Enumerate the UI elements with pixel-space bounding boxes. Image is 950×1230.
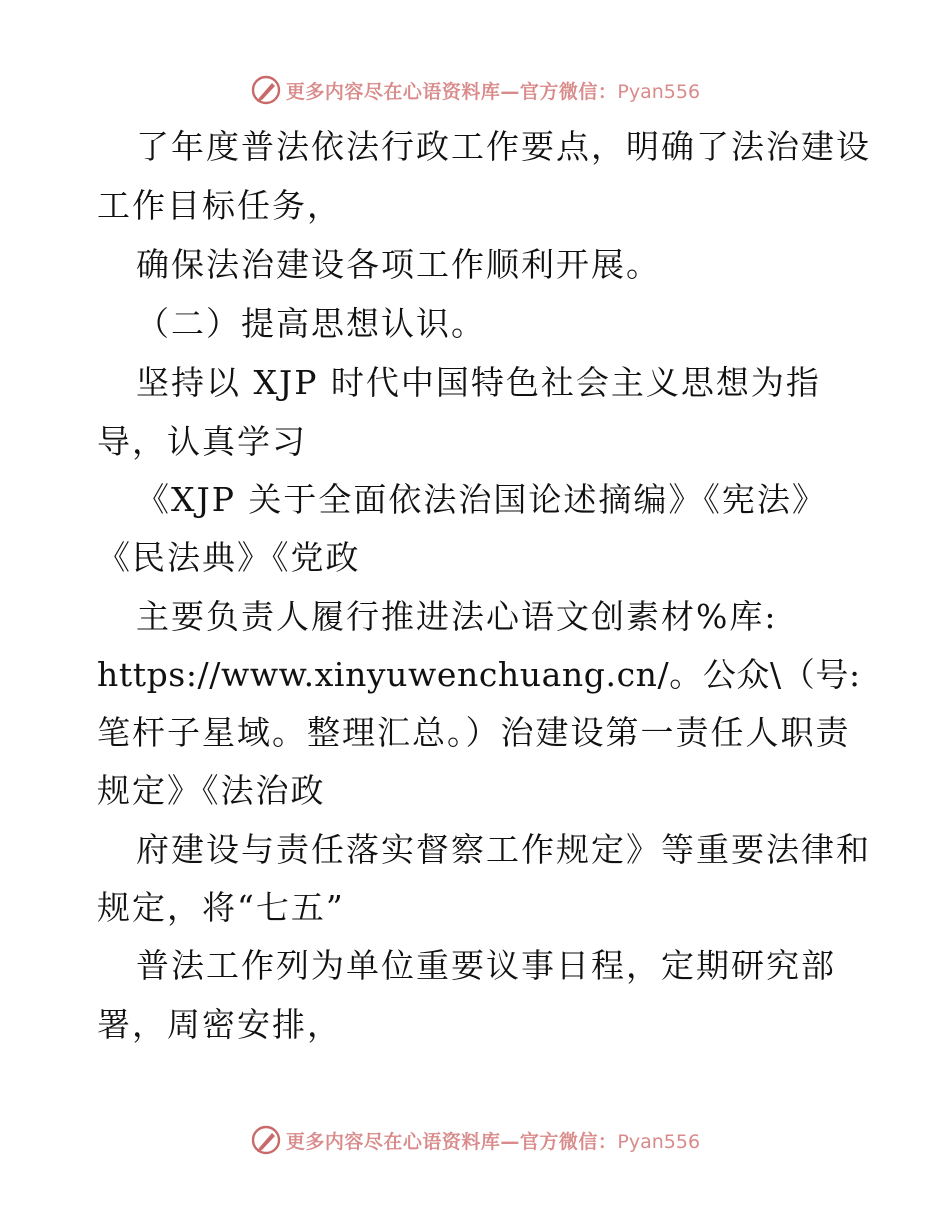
header-watermark xyxy=(0,70,950,110)
body-line: 笔杆子星域。整理汇总。）治建设第一责任人职责 xyxy=(97,713,851,752)
body-line: 导，认真学习 xyxy=(97,422,307,461)
body-line: 确保法治建设各项工作顺利开展。 xyxy=(136,245,661,284)
body-line: 《民法典》《党政 xyxy=(97,538,361,577)
body-line: 署，周密安排， xyxy=(97,1005,342,1044)
quill-logo-icon xyxy=(250,1124,282,1156)
body-line: （二）提高思想认识。 xyxy=(136,304,486,343)
watermark-wechat-id: Pyan556 xyxy=(617,1130,701,1153)
footer-watermark xyxy=(0,1120,950,1160)
watermark-text: 更多内容尽在心语资料库—官方微信：Pyan556 xyxy=(285,80,701,103)
body-line: 规定》《法治政 xyxy=(97,771,326,810)
body-line: 府建设与责任落实督察工作规定》等重要法律和 xyxy=(136,830,871,869)
body-line: 规定，将“七五” xyxy=(97,888,345,927)
body-line: 工作目标任务， xyxy=(97,186,342,225)
body-line: 《XJP 关于全面依法治国论述摘编》《宪法》 xyxy=(136,480,827,519)
body-line: https://www.xinyuwenchuang.cn/。公众\（号: xyxy=(97,655,861,694)
watermark-text: 更多内容尽在心语资料库—官方微信：Pyan556 xyxy=(285,1130,701,1153)
body-line: 了年度普法依法行政工作要点，明确了法治建设 xyxy=(136,127,871,166)
body-line: 主要负责人履行推进法心语文创素材%库: xyxy=(136,597,778,636)
body-line: 坚持以 XJP 时代中国特色社会主义思想为指 xyxy=(136,363,821,402)
watermark-wechat-id: Pyan556 xyxy=(617,80,701,103)
quill-logo-icon xyxy=(250,74,282,106)
body-line: 普法工作列为单位重要议事日程，定期研究部 xyxy=(136,946,836,985)
